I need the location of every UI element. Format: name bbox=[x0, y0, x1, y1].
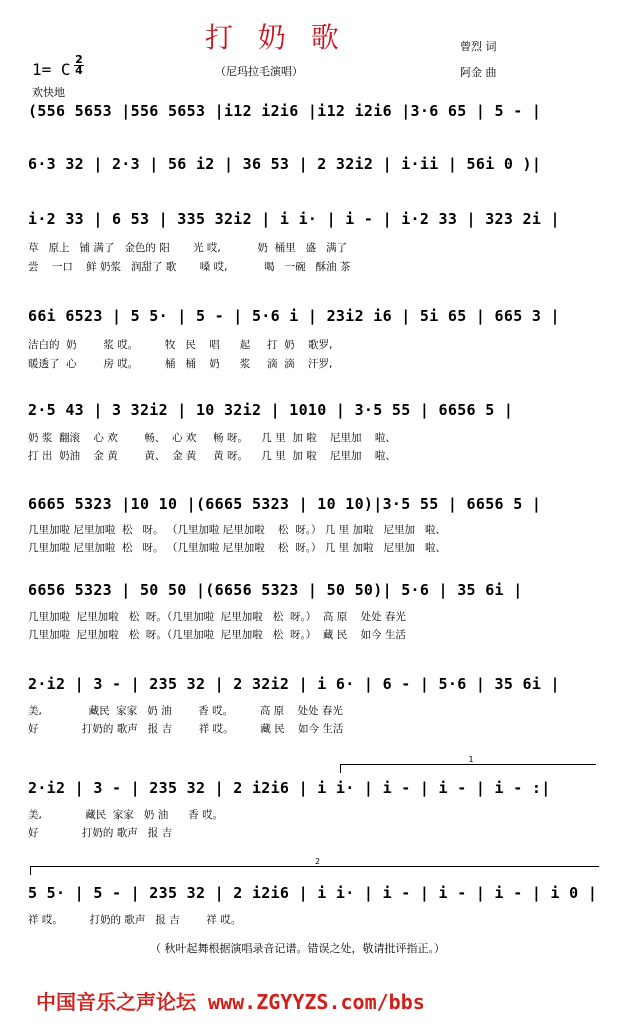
notation-line: i·2 33 | 6 53 | 335 32i2 | i i· | i - | i·2 33 | 323 2i | bbox=[28, 210, 560, 228]
notation-line: 66i 6523 | 5 5· | 5 - | 5·6 i | 23i2 i6 | 5i 65 | 665 3 | bbox=[28, 307, 560, 325]
notation-line: 5 5· | 5 - | 235 32 | 2 i2i6 | i i· | i - | i - | i - | i 0 | bbox=[28, 884, 598, 902]
notation-line: 2·i2 | 3 - | 235 32 | 2 32i2 | i 6· | 6 - | 5·6 | 35 6i | bbox=[28, 675, 560, 693]
time-signature-top: 2 bbox=[75, 53, 83, 66]
lyric-line: 草 原上 铺 满了 金色的 阳 光 哎, 奶 桶里 盛 满了 bbox=[28, 242, 348, 254]
notation-line: 2·5 43 | 3 32i2 | 10 32i2 | 1010 | 3·5 55 | 6656 5 | bbox=[28, 401, 514, 419]
lyric-line: 几里加啦 尼里加啦 松 呀。 （几里加啦 尼里加啦 松 呀。） 几 里 加啦 尼里加 啦、 bbox=[28, 542, 447, 554]
lyric-line: 洁白的 奶 浆 哎。 牧 民 唱 起 打 奶 歌罗, bbox=[28, 339, 333, 351]
volta-number: 2 bbox=[315, 857, 321, 866]
time-signature-bottom: 4 bbox=[75, 64, 83, 77]
lyric-line: 几里加啦 尼里加啦 松 呀。 （几里加啦 尼里加啦 松 呀。） 几 里 加啦 尼里加 啦、 bbox=[28, 524, 447, 536]
time-signature bbox=[74, 55, 84, 76]
lyric-line: 几里加啦 尼里加啦 松 呀。（几里加啦 尼里加啦 松 呀。） 高 原 处处 春光 bbox=[28, 611, 406, 623]
lyric-line: 奶 浆 翻滚 心 欢 畅、 心 欢 畅 呀。 几 里 加 啦 尼里加 啦、 bbox=[28, 432, 396, 444]
lyric-line: 暖透了 心 房 哎。 桶 桶 奶 浆 滴 滴 汗罗, bbox=[28, 358, 333, 370]
volta-bracket-2 bbox=[30, 857, 599, 875]
lyric-line: 几里加啦 尼里加啦 松 呀。（几里加啦 尼里加啦 松 呀。） 藏 民 如今 生活 bbox=[28, 629, 406, 641]
notation-line: 2·i2 | 3 - | 235 32 | 2 i2i6 | i i· | i - | i - | i - :| bbox=[28, 779, 551, 797]
lyric-line: 尝 一口 鲜 奶浆 润甜了 歌 嗓 哎, 喝 一碗 酥油 茶 bbox=[28, 261, 351, 273]
notation-line: 6656 5323 | 50 50 |(6656 5323 | 50 50)| 5·6 | 35 6i | bbox=[28, 581, 523, 599]
key-signature: 1= C bbox=[32, 60, 71, 79]
lyric-line: 好 打奶的 歌声 报 吉 祥 哎。 藏 民 如今 生活 bbox=[28, 723, 344, 735]
lyric-line: 美, 藏民 家家 奶 油 香 哎。 bbox=[28, 809, 224, 821]
lyric-line: 祥 哎。 打奶的 歌声 报 吉 祥 哎。 bbox=[28, 914, 242, 926]
notation-line: (556 5653 |556 5653 |i12 i2i6 |i12 i2i6 |3·6 65 | 5 - | bbox=[28, 102, 542, 120]
notation-line: 6·3 32 | 2·3 | 56 i2 | 36 53 | 2 32i2 | i·ii | 56i 0 )| bbox=[28, 155, 542, 173]
singer-credit: （尼玛拉毛演唱） bbox=[215, 65, 303, 78]
volta-number: 1 bbox=[468, 755, 474, 764]
transcription-note: （ 秋叶起舞根据演唱录音记谱。错误之处，敬请批评指正。） bbox=[150, 942, 445, 955]
notation-line: 6665 5323 |10 10 |(6665 5323 | 10 10)|3·5 55 | 6656 5 | bbox=[28, 495, 542, 513]
song-title: 打 奶 歌 bbox=[205, 21, 347, 54]
lyric-line: 好 打奶的 歌声 报 吉 bbox=[28, 827, 173, 839]
forum-footer: 中国音乐之声论坛 www.ZGYYZS.com/bbs bbox=[36, 990, 425, 1014]
lyric-line: 美, 藏民 家家 奶 油 香 哎。 高 原 处处 春光 bbox=[28, 705, 343, 717]
lyric-line: 打 出 奶油 金 黄 黄、 金 黄 黄 呀。 几 里 加 啦 尼里加 啦、 bbox=[28, 450, 396, 462]
composer-credit: 阿金 曲 bbox=[460, 66, 497, 79]
tempo-marking: 欢快地 bbox=[32, 86, 65, 99]
volta-bracket-1 bbox=[340, 755, 596, 773]
lyricist-credit: 曾烈 词 bbox=[460, 40, 497, 53]
